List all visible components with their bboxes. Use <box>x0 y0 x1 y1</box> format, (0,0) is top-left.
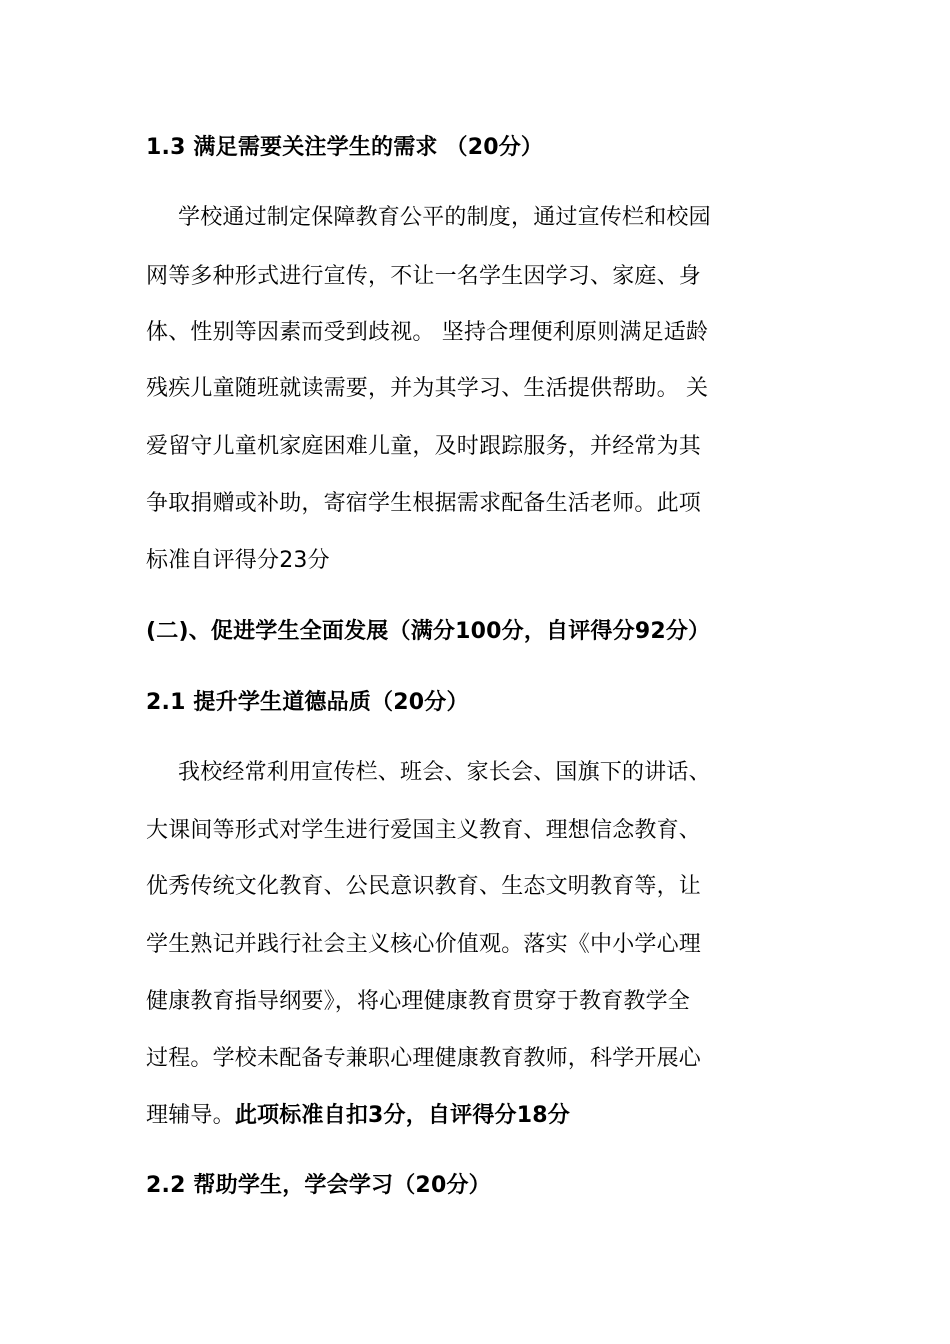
paragraph-line: 残疾儿童随班就读需要，并为其学习、生活提供帮助。 关 <box>146 376 709 401</box>
paragraph-line: 过程。学校未配备专兼职心理健康教育教师，科学开展心 <box>146 1046 702 1071</box>
paragraph-line: 健康教育指导纲要》，将心理健康教育贯穿于教育教学全 <box>146 989 691 1014</box>
paragraph-text: 理辅导。 <box>146 1103 235 1128</box>
paragraph-line: 大课间等形式对学生进行爱国主义教育、理想信念教育、 <box>146 818 702 843</box>
paragraph-line: 体、性别等因素而受到歧视。 坚持合理便利原则满足适龄 <box>146 320 709 345</box>
paragraph-line: 网等多种形式进行宣传，不让一名学生因学习、家庭、身 <box>146 264 702 289</box>
self-score-note: 此项标准自扣3分，自评得分18分 <box>234 1103 570 1128</box>
paragraph-line: 我校经常利用宣传栏、班会、家长会、国旗下的讲话、 <box>178 760 711 785</box>
paragraph-line-final <box>146 1101 810 1131</box>
section-2-1-heading: 2.1 提升学生道德品质（20分） <box>146 690 469 715</box>
paragraph-line: 学校通过制定保障教育公平的制度，通过宣传栏和校园 <box>178 205 711 230</box>
paragraph-line: 标准自评得分23分 <box>146 548 330 573</box>
section-2-2-heading: 2.2 帮助学生，学会学习（20分） <box>146 1173 491 1198</box>
section-2-heading: (二)、促进学生全面发展（满分100分，自评得分92分） <box>146 619 711 644</box>
paragraph-line: 爱留守儿童机家庭困难儿童，及时跟踪服务，并经常为其 <box>146 434 702 459</box>
paragraph-line: 优秀传统文化教育、公民意识教育、生态文明教育等，让 <box>146 874 702 899</box>
paragraph-line: 争取捐赠或补助，寄宿学生根据需求配备生活老师。此项 <box>146 491 702 516</box>
paragraph-line: 学生熟记并践行社会主义核心价值观。落实《中小学心理 <box>146 932 702 957</box>
section-1-3-heading: 1.3 满足需要关注学生的需求 （20分） <box>146 135 544 160</box>
